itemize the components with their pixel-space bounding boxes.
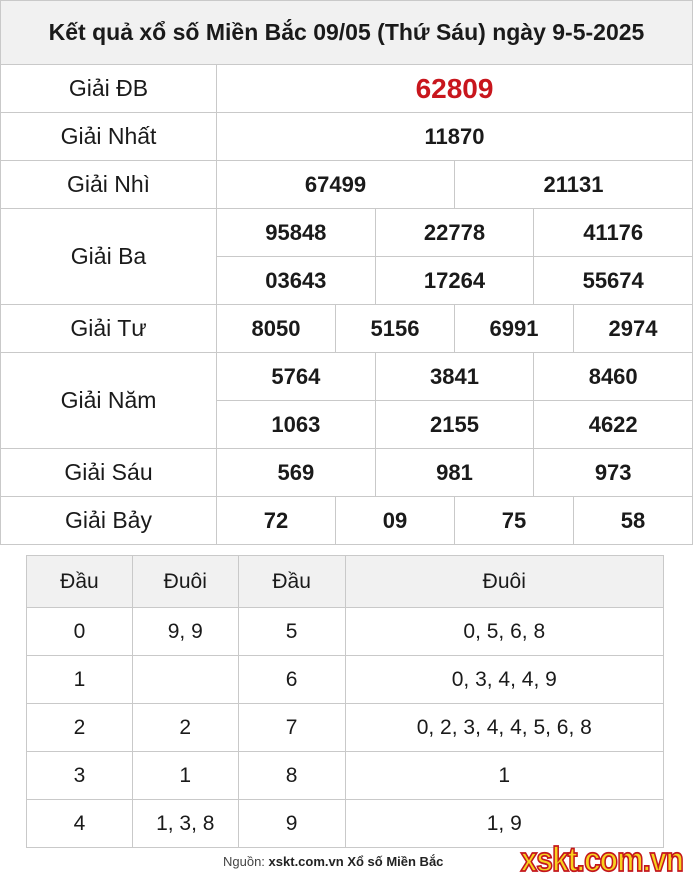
source-site-link[interactable]: xskt.com.vn [268, 854, 344, 869]
table-row [27, 704, 664, 752]
prize-row-sau [1, 449, 692, 497]
prize-number: 569 [217, 449, 376, 496]
source-prefix: Nguồn: [223, 854, 265, 869]
prize-label: Giải Tư [1, 305, 217, 352]
tail-digits: 1, 9 [345, 800, 663, 848]
head-digit: 7 [238, 704, 345, 752]
tail-digits: 2 [132, 704, 238, 752]
prize-number: 981 [376, 449, 535, 496]
prize-row-nam [1, 353, 692, 449]
tail-digits: 1 [132, 752, 238, 800]
prize-number: 3841 [376, 353, 535, 400]
prize-number: 4622 [588, 411, 638, 437]
prize-number: 75 [455, 497, 574, 544]
head-digit: 3 [27, 752, 133, 800]
tail-digits: 9, 9 [132, 608, 238, 656]
table-row [27, 608, 664, 656]
prize-label: Giải Bảy [1, 497, 217, 544]
prize-number: 8050 [217, 305, 336, 352]
prize-row-tu [1, 305, 692, 353]
prize-number: 22778 [376, 209, 535, 256]
column-header: Đầu [238, 556, 345, 608]
prize-number: 67499 [217, 161, 455, 208]
results-title: Kết quả xổ số Miền Bắc 09/05 (Thứ Sáu) ngày 9-5-2025 [1, 1, 692, 65]
head-digit: 4 [27, 800, 133, 848]
head-digit: 6 [238, 656, 345, 704]
tail-digits [132, 656, 238, 704]
tail-digits: 0, 3, 4, 4, 9 [345, 656, 663, 704]
prize-number: 17264 [376, 257, 535, 304]
prize-number: 72 [217, 497, 336, 544]
prize-number: 11870 [424, 123, 485, 149]
prize-number: 2974 [608, 315, 658, 341]
prize-row-nhi [1, 161, 692, 209]
prize-label: Giải Sáu [1, 449, 217, 496]
tail-digits: 1 [345, 752, 663, 800]
head-digit: 2 [27, 704, 133, 752]
head-digit: 0 [27, 608, 133, 656]
prize-number: 09 [336, 497, 455, 544]
prize-number: 2155 [376, 401, 535, 448]
prize-label: Giải Ba [1, 209, 217, 304]
prize-number: 8460 [588, 363, 638, 389]
source-credit [223, 854, 443, 869]
tail-digits: 1, 3, 8 [132, 800, 238, 848]
loto-header-row [27, 556, 664, 608]
prize-number: 5764 [217, 353, 376, 400]
brand-logo[interactable]: xskt.com.vn [520, 840, 683, 878]
head-digit: 1 [27, 656, 133, 704]
prize-number: 58 [620, 507, 646, 533]
prize-label: Giải ĐB [1, 65, 217, 112]
head-digit: 8 [238, 752, 345, 800]
column-header: Đầu [27, 556, 133, 608]
prize-number: 21131 [543, 171, 604, 197]
prize-number: 03643 [217, 257, 376, 304]
prize-row-ba [1, 209, 692, 305]
prize-number: 41176 [583, 219, 644, 245]
source-name: Xổ số Miền Bắc [347, 854, 444, 869]
prize-number: 973 [594, 459, 632, 485]
tail-digits: 0, 2, 3, 4, 4, 5, 6, 8 [345, 704, 663, 752]
special-prize-number: 62809 [415, 72, 494, 104]
prize-row-db [1, 65, 692, 113]
prize-number: 55674 [582, 267, 644, 293]
prize-row-bay [1, 497, 692, 544]
prize-label: Giải Nhì [1, 161, 217, 208]
prize-label: Giải Nhất [1, 113, 217, 160]
prize-row-nhat [1, 113, 692, 161]
column-header: Đuôi [345, 556, 663, 608]
table-row [27, 752, 664, 800]
prize-number: 5156 [336, 305, 455, 352]
footer [0, 840, 693, 878]
tail-digits: 0, 5, 6, 8 [345, 608, 663, 656]
head-digit: 9 [238, 800, 345, 848]
prize-label: Giải Năm [1, 353, 217, 448]
prize-number: 6991 [455, 305, 574, 352]
head-digit: 5 [238, 608, 345, 656]
prize-number: 95848 [217, 209, 376, 256]
column-header: Đuôi [132, 556, 238, 608]
prize-number: 1063 [217, 401, 376, 448]
loto-head-tail-table [26, 555, 664, 848]
table-row [27, 656, 664, 704]
